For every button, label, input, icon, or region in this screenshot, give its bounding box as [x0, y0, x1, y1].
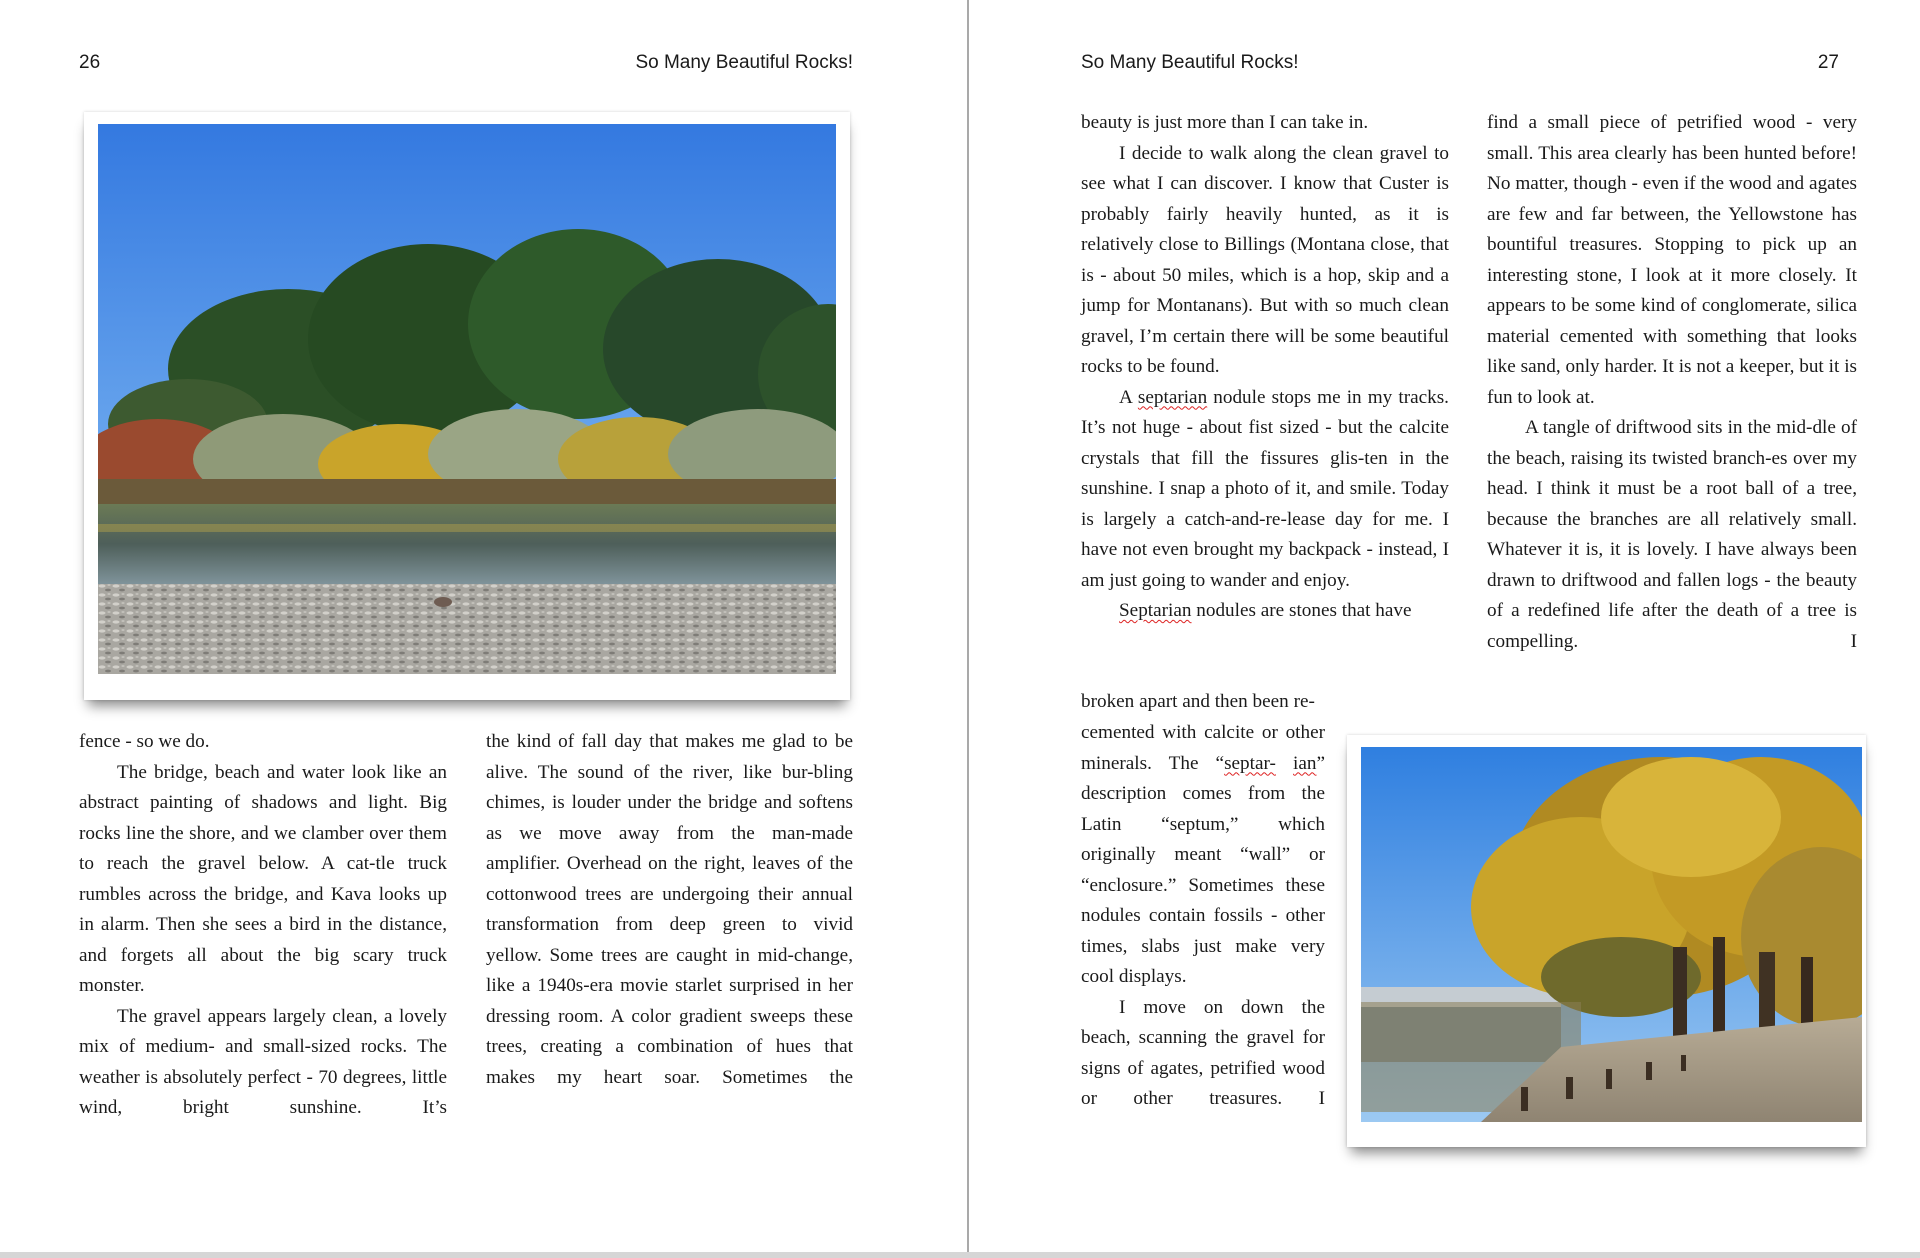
right-page-column-1	[1081, 108, 1449, 627]
paragraph: the kind of fall day that makes me glad to be alive. The sound of the river, like bur-bling chimes, is louder under the bridge and softens as we move away from the man-made amplifier. Overhead on the right, leaves of the cottonwood trees are undergoing their annual transformation from deep green to vivid yellow. Some trees are caught in mid-change, like a 1940s-era movie starlet surprised in her dressing room. A color gradient sweeps these trees, creating a combination of hues that makes my heart soar. Sometimes the	[486, 731, 853, 1088]
paragraph: I decide to walk along the clean gravel to see what I can discover. I know that Custer is probably fairly heavily hunted, as it is relatively close to Billings (Montana close, that is - about 50 miles, which is a hop, skip and a jump for Montanans). But with so much clean gravel, I’m certain there will be some beautiful rocks to be found.	[1081, 142, 1449, 377]
right-page-wrap-line	[1081, 687, 1349, 718]
bottom-scroll-bar[interactable]	[0, 1252, 1920, 1258]
text-run: cemented with calcite or other minerals. The “	[1081, 722, 1325, 774]
left-page-column-1	[79, 727, 447, 1124]
page-number-right: 27	[1817, 52, 1839, 73]
river-photo-frame	[84, 112, 850, 700]
page-number-left: 26	[79, 52, 101, 73]
paragraph: The gravel appears largely clean, a lovely mix of medium- and small-sized rocks. The weather is absolutely perfect - 70 degrees, little wind, bright sunshine. It’s	[79, 1005, 447, 1118]
paragraph	[1081, 596, 1449, 627]
spellcheck-flagged-word[interactable]: septar-	[1224, 752, 1276, 774]
paragraph: fence - so we do.	[79, 731, 210, 752]
text-run: nodules are stones that have	[1191, 600, 1412, 621]
paragraph: A tangle of driftwood sits in the mid-dle of the beach, raising its twisted branch-es over my head. I think it must be a root ball of a tree, because the branches are all relatively small. Whatever it is, it is lovely. I have always been drawn to driftwood and fallen logs - the beauty of a redefined life after the death of a tree is compelling. I	[1487, 417, 1857, 652]
paragraph	[1081, 383, 1449, 597]
text-line: broken apart and then been re-	[1081, 691, 1315, 712]
text-run: A	[1119, 386, 1138, 408]
paragraph: find a small piece of petrified wood - very small. This area clearly has been hunted before! No matter, though - even if the wood and agates are few and far between, the Yellowstone has bountiful treasures. Stopping to pick up an interesting stone, I look at it more closely. It appears to be some kind of conglomerate, silica material cemented with something that looks like sand, only harder. It is not a keeper, but it is fun to look at.	[1487, 112, 1857, 408]
paragraph: The bridge, beach and water look like an abstract painting of shadows and light. Big rocks line the shore, and we clamber over them to reach the gravel below. A cat-tle truck rumbles across the bridge, and Kava looks up in alarm. Then she sees a bird in the distance, and forgets all about the big scary truck monster.	[79, 761, 447, 996]
spellcheck-flagged-word[interactable]: septarian	[1137, 386, 1208, 408]
right-page-narrow-column	[1081, 718, 1325, 1115]
running-head-right: So Many Beautiful Rocks!	[1081, 52, 1299, 73]
left-page-column-2	[486, 727, 853, 1093]
text-run: ” description comes from the Latin “septum,” which originally meant “wall” or “enclosure.” Sometimes these nodules contain fossils - other times, slabs just make very cool displays.	[1081, 752, 1325, 987]
text-run: nodule stops me in my tracks. It’s not huge - about fist sized - but the calcite crystals that fill the fissures glis-ten in the sunshine. I snap a photo of it, and smile. Today is largely a catch-and-re-lease day for me. I have not even brought my backpack - instead, I am just going to wander and enjoy.	[1081, 386, 1449, 591]
paragraph	[1081, 718, 1325, 993]
cottonwood-photo-frame	[1347, 735, 1866, 1147]
right-page	[969, 0, 1920, 1252]
paragraph: beauty is just more than I can take in.	[1081, 112, 1369, 133]
right-page-column-2	[1487, 108, 1857, 657]
cottonwood-photo	[1361, 747, 1862, 1122]
running-head-left: So Many Beautiful Rocks!	[635, 52, 853, 73]
river-photo	[98, 124, 836, 674]
paragraph: I move on down the beach, scanning the gravel for signs of agates, petrified wood or other treasures. I	[1081, 996, 1325, 1109]
spellcheck-flagged-word[interactable]: ian	[1293, 752, 1317, 774]
spellcheck-flagged-word[interactable]: Septarian	[1119, 600, 1192, 621]
